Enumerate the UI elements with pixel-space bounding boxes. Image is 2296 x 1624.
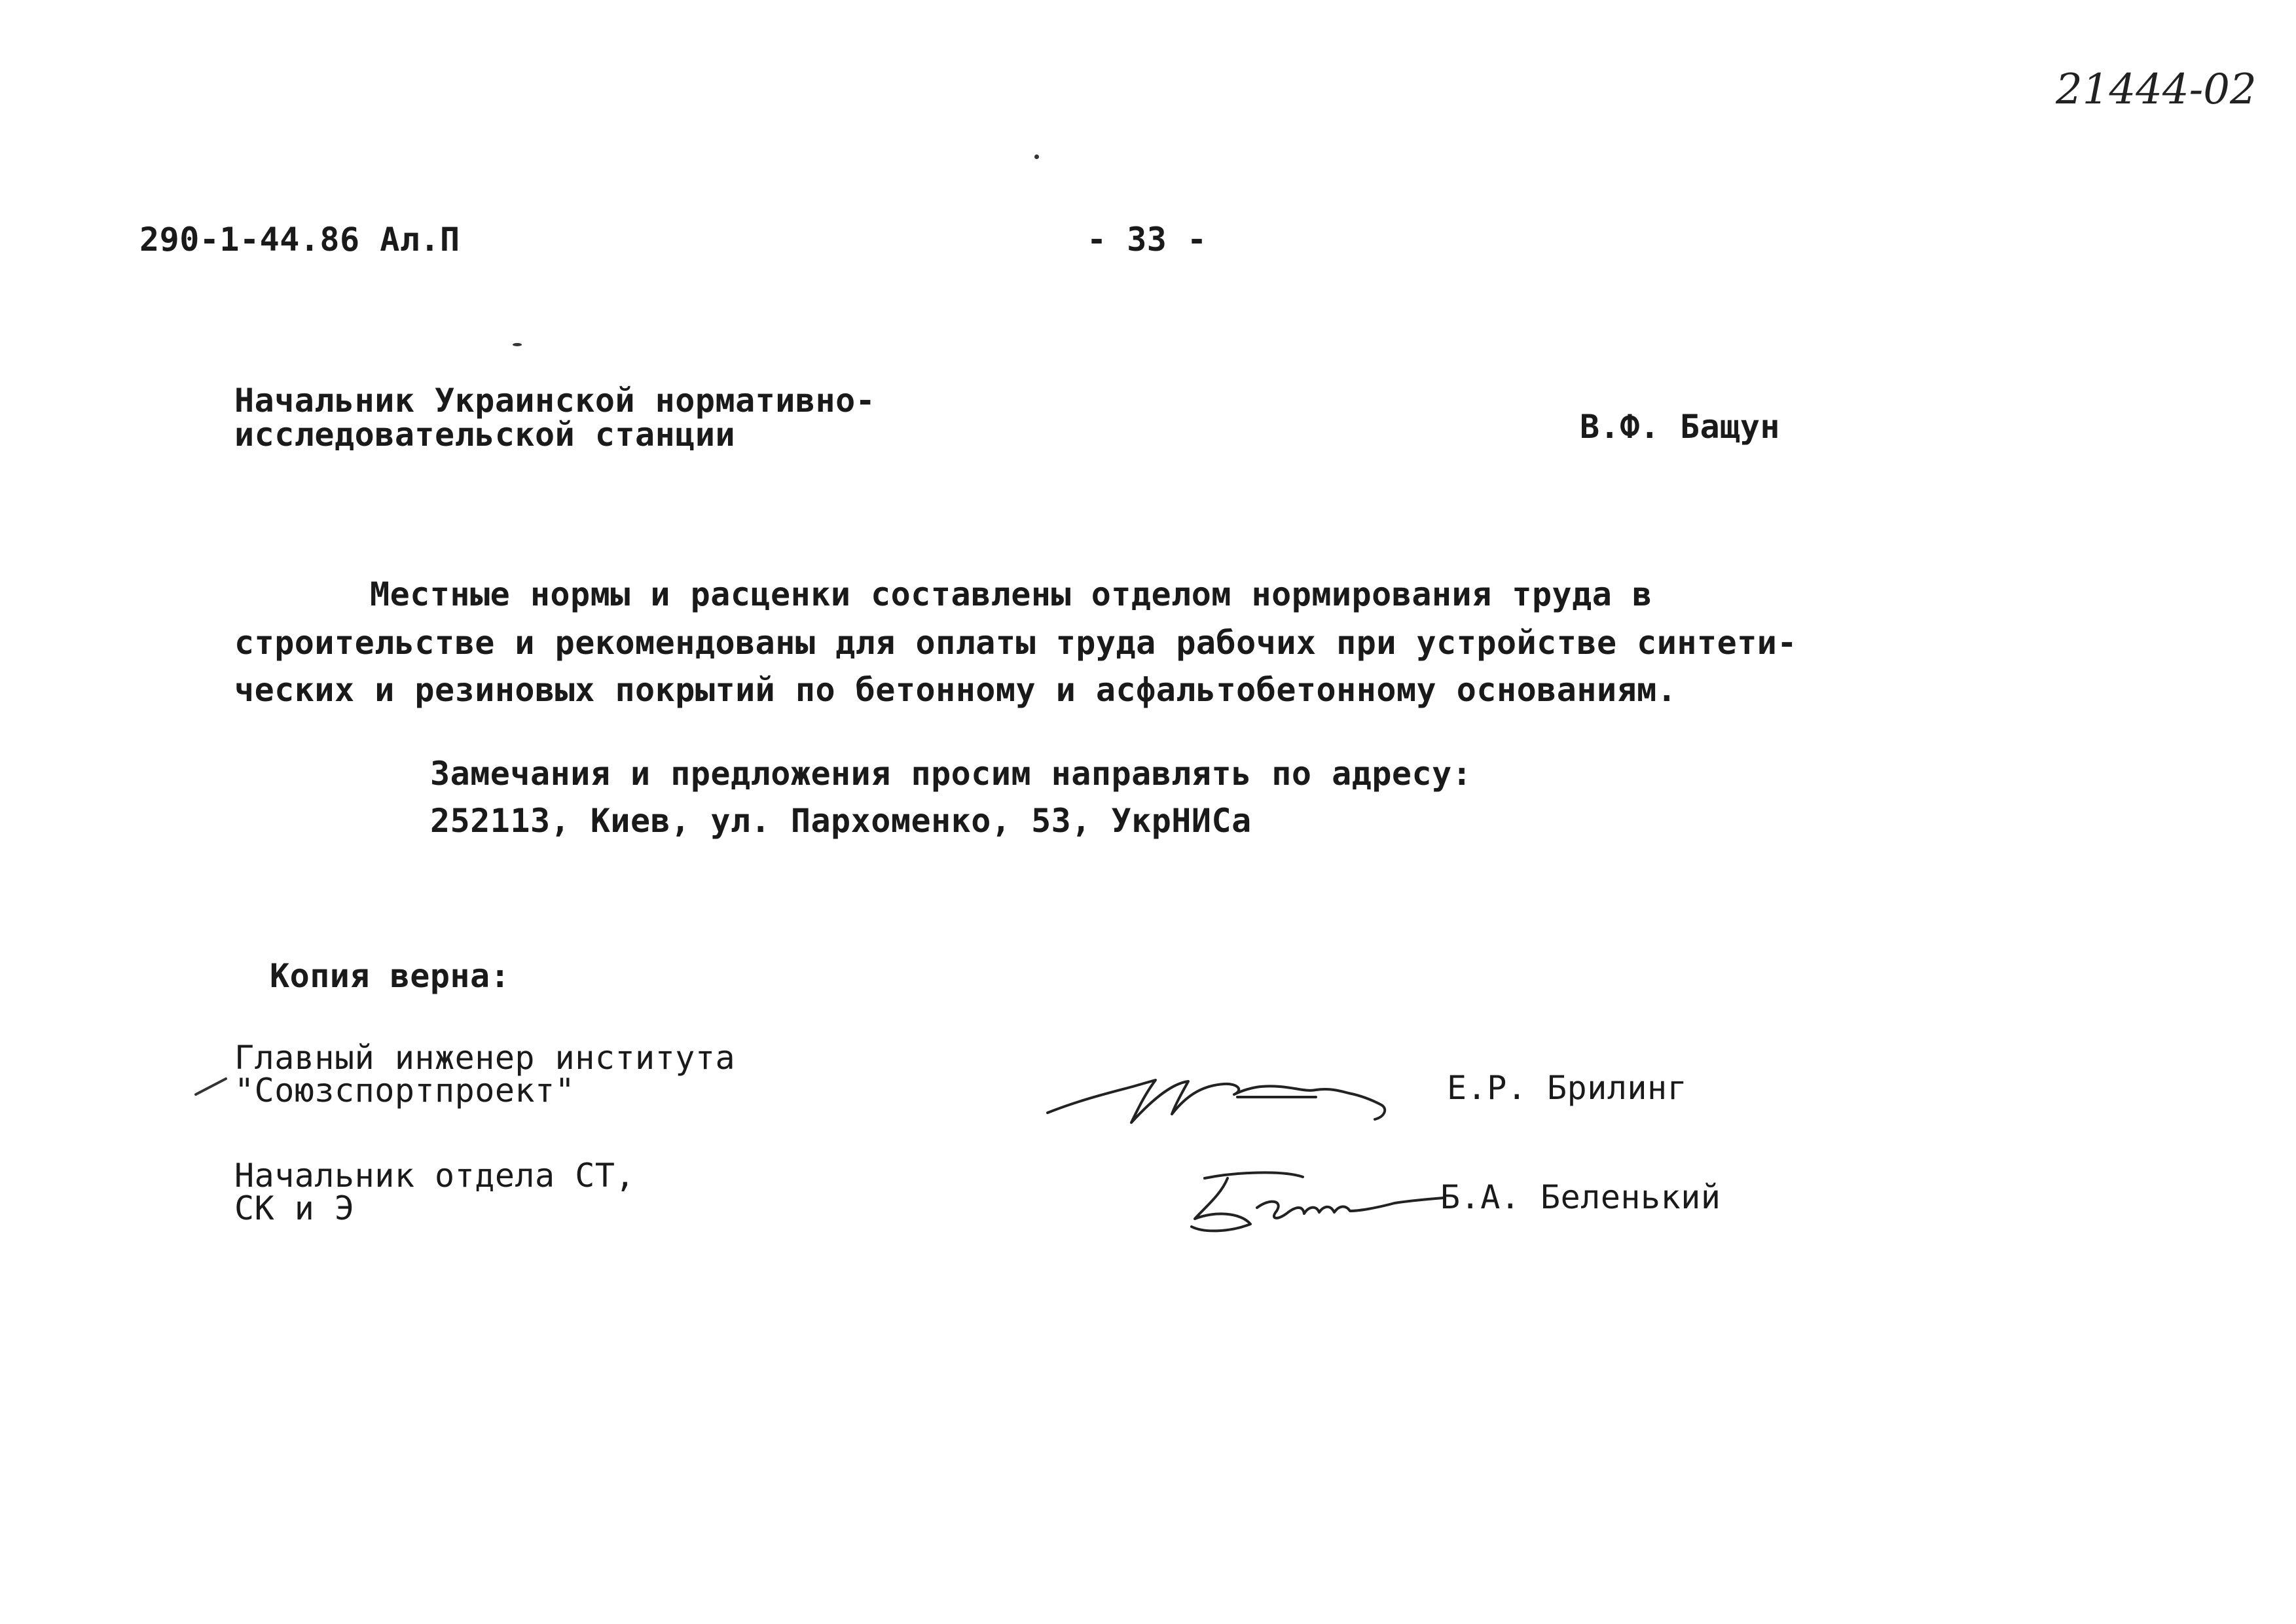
- paragraph-line3: ческих и резиновых покрытий по бетонному и асфальтобетонному основаниям.: [234, 671, 1677, 709]
- signature-belenky: [1178, 1159, 1453, 1244]
- scan-speck: [1034, 154, 1039, 159]
- paragraph-line1: Местные нормы и расценки составлены отделом нормирования труда в: [370, 575, 1652, 613]
- address-line: 252113, Киев, ул. Пархоменко, 53, УкрНИСа: [430, 802, 1252, 840]
- signer1-position-line2: "Союзспортпроект": [234, 1072, 575, 1110]
- signer1-position-line1: Главный инженер института: [234, 1039, 736, 1077]
- signer2-name: Б.А. Беленький: [1440, 1178, 1721, 1216]
- document-code: 290-1-44.86 Ал.П: [139, 221, 460, 259]
- signer1-name: Е.Р. Брилинг: [1447, 1069, 1688, 1107]
- approval-name: В.Ф. Бащун: [1580, 408, 1781, 446]
- approval-position-line2: исследовательской станции: [234, 416, 736, 454]
- signature-briling: [1041, 1054, 1408, 1139]
- signer2-position-line1: Начальник отдела СТ,: [234, 1157, 636, 1195]
- signer2-position-line2: СК и Э: [234, 1189, 355, 1227]
- archive-number-handwritten: 21444-02: [2056, 65, 2257, 114]
- scan-speck: [513, 343, 522, 346]
- paragraph-line2: строительстве и рекомендованы для оплаты труда рабочих при устройстве синтети-: [234, 624, 1797, 662]
- page-number: - 33 -: [1087, 221, 1207, 259]
- tick-mark: [193, 1074, 232, 1100]
- remarks-line: Замечания и предложения просим направлять по адресу:: [430, 755, 1472, 793]
- copy-true-label: Копия верна:: [270, 957, 511, 995]
- approval-position-line1: Начальник Украинской нормативно-: [234, 382, 876, 420]
